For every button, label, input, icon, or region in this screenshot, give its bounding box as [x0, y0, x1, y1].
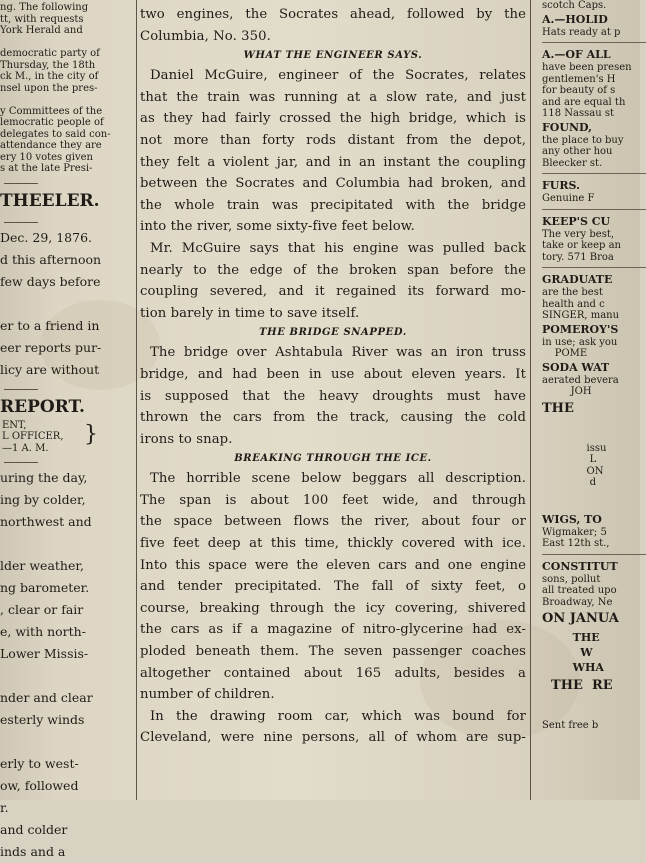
article-line: coupling severed, and it regained its forward mo- [140, 284, 526, 300]
ad-line: tory. 571 Broa [542, 251, 614, 263]
ad-line: Sent free b [542, 720, 599, 731]
ad-line: FOUND, [542, 120, 593, 134]
left-heading-wheeler: THEELER. [0, 190, 100, 211]
left-text-line [0, 665, 132, 687]
left-text-line: eer reports pur- [0, 339, 102, 355]
article-line: tion barely in time to save itself. [140, 305, 360, 321]
ad-line [542, 500, 646, 512]
article-line: The span is about 100 feet wide, and through [140, 492, 526, 508]
ad-line: WHA [542, 661, 604, 674]
left-text-line [0, 293, 132, 315]
left-text-line: e, with north- [0, 624, 86, 639]
left-heading-report: REPORT. [0, 396, 85, 417]
left-text-line: tt, with requests [0, 13, 84, 25]
left-text-line: ing by colder, [0, 492, 86, 507]
left-text-line: y Committees of the [0, 105, 103, 117]
left-text-line: lemocratic people of [0, 117, 104, 128]
ad-line: W [542, 646, 593, 659]
left-text-line: nder and clear [0, 690, 93, 705]
ad-line: THE [542, 400, 574, 416]
left-text-line: licy are without [0, 361, 100, 377]
ad-line: FURS. [542, 179, 580, 192]
ad-line: all treated upo [542, 585, 617, 596]
ad-line: gentlemen's H [542, 73, 616, 85]
article-line: and tender precipitated. The fall of sixty feet, o [140, 579, 526, 595]
left-text-line: nsel upon the pres- [0, 82, 98, 94]
ad-line: Broadway, Ne [542, 596, 613, 608]
ad-line: ON JANUA [542, 611, 619, 626]
ad-line: Bleecker st. [542, 157, 603, 169]
left-text-line: few days before [0, 273, 101, 289]
left-text-line [0, 94, 132, 106]
ad-line [542, 431, 646, 443]
ad-line: CONSTITUT [542, 559, 618, 573]
ad-line: are the best [542, 287, 603, 298]
ad-line: WIGS, TO [542, 512, 602, 526]
ad-separator [542, 209, 646, 210]
ad-line: d [542, 477, 597, 488]
article-line: course, breaking through the icy covering, shivered [140, 600, 526, 616]
ad-line [542, 489, 646, 501]
ad-line [542, 697, 646, 709]
left-text-line [0, 731, 132, 753]
article-line: thrown the cars from the track, causing the cold [140, 410, 526, 426]
left-text-line: ng. The following [0, 2, 89, 13]
left-text-line: , clear or fair [0, 602, 84, 617]
ad-line: have been presen [542, 62, 632, 73]
article-line: altogether contained about 165 adults, besides a [140, 665, 526, 681]
article-line: ploded beneath them. The seven passenger coaches [140, 644, 526, 660]
article-line: two engines, the Socrates ahead, followed by the [140, 7, 526, 22]
article-line: number of children. [140, 687, 275, 703]
left-text-line [0, 37, 132, 49]
ad-line: SODA WAT [542, 360, 610, 374]
article-line: The bridge over Ashtabula River was an iron truss [150, 345, 526, 361]
left-text-line: s at the late Presi- [0, 163, 93, 174]
article-line: Columbia, No. 350. [140, 28, 271, 44]
ad-line: scotch Caps. [542, 0, 607, 11]
left-text-line: esterly winds [0, 712, 85, 727]
ad-line: POME [542, 348, 588, 359]
ad-line: GRADUATE [542, 273, 613, 286]
ad-separator [542, 267, 646, 268]
left-text-line: ery 10 votes given [0, 151, 93, 163]
divider [4, 222, 38, 223]
ad-line: SINGER, manu [542, 310, 620, 321]
left-text-line: democratic party of [0, 48, 100, 59]
divider [4, 462, 38, 463]
left-text-line: ow, followed [0, 778, 79, 793]
office-line: ENT, [2, 419, 27, 431]
left-text-line [0, 533, 132, 555]
left-text-line: delegates to said con- [0, 128, 111, 140]
ad-line: THE [542, 631, 600, 644]
left-text-line: and colder [0, 822, 68, 837]
article-line: The horrible scene below beggars all description. [150, 471, 526, 487]
column-rule [530, 0, 531, 800]
left-text-line: York Herald and [0, 25, 83, 36]
ad-line: 118 Nassau st [542, 108, 614, 119]
article-line: five feet deep at this time, thickly covered with ice. [140, 536, 526, 552]
article-line: the cars as if a magazine of nitro-glycerine had ex- [140, 622, 526, 638]
ad-line: A.—OF ALL [542, 48, 611, 61]
ad-line [542, 420, 646, 432]
article-line: between the Socrates and Columbia had broken, and [140, 176, 526, 192]
article-line: Mr. McGuire says that his engine was pulled back [150, 240, 526, 256]
left-text-line: Lower Missis- [0, 646, 89, 661]
ad-line: THE RE [542, 678, 613, 693]
article-line: Cleveland, were nine persons, all of whom are sup- [140, 730, 526, 746]
article-line: they felt a violent jar, and in an instant the coupling [140, 154, 526, 170]
ad-line: the place to buy [542, 134, 624, 146]
article-line: In the drawing room car, which was bound for [150, 708, 526, 724]
ad-line: A.—HOLID [542, 12, 608, 26]
article-line: Into this space were the eleven cars and one engine [140, 557, 526, 573]
office-line: —1 A. M. [2, 442, 49, 454]
ad-line: issu [542, 442, 607, 454]
ad-line: health and c [542, 298, 605, 310]
ad-line: POMEROY'S [542, 322, 619, 336]
column-rule [136, 0, 137, 800]
article-line: irons to snap. [140, 431, 233, 447]
left-column [0, 0, 132, 859]
ad-line: East 12th st., [542, 538, 610, 549]
left-text-line: inds and a [0, 844, 66, 859]
left-text-line: ng barometer. [0, 580, 90, 595]
ad-separator [542, 42, 646, 43]
ad-line: take or keep an [542, 240, 621, 251]
left-text-line: r. [0, 800, 9, 815]
left-text-line: uring the day, [0, 470, 88, 485]
ad-line: L [542, 454, 597, 465]
left-text-line: d this afternoon [0, 251, 102, 267]
article-line: that the train was running at a slow rate, and just [140, 89, 526, 105]
left-text-line: lder weather, [0, 558, 84, 573]
divider [4, 183, 38, 184]
article-line: as they had fairly crossed the high bridge, which is [140, 111, 526, 127]
article-line: Daniel McGuire, engineer of the Socrates, relates [150, 68, 526, 84]
ad-line: JOH [542, 386, 592, 397]
ad-line: for beauty of s [542, 85, 616, 96]
left-text-line: attendance they are [0, 140, 102, 151]
ad-line: The very best, [542, 228, 615, 240]
ad-line: Wigmaker; 5 [542, 526, 607, 538]
article-line: the whole train was precipitated with the bridge [140, 197, 526, 213]
article-line: the space between flows the river, about four or [140, 514, 526, 530]
left-text-line: ck M., in the city of [0, 71, 99, 82]
divider [4, 389, 38, 390]
left-text-line: erly to west- [0, 756, 79, 771]
ad-line: aerated bevera [542, 374, 619, 386]
left-text-line: er to a friend in [0, 317, 100, 333]
main-article-column [140, 0, 526, 800]
section-heading: BREAKING THROUGH THE ICE. [234, 453, 432, 465]
ad-line: Hats ready at p [542, 26, 621, 38]
ad-line: sons, pollut [542, 573, 601, 585]
section-heading: WHAT THE ENGINEER SAYS. [243, 50, 423, 62]
ad-separator [542, 554, 646, 555]
ad-line: any other hou [542, 146, 613, 157]
article-line: bridge, and had been in use about eleven years. It [140, 366, 526, 382]
ad-line: in use; ask you [542, 336, 618, 348]
left-text-line: Dec. 29, 1876. [0, 229, 93, 245]
ad-line: and are equal th [542, 96, 626, 108]
ad-line [542, 709, 646, 721]
ad-line: KEEP'S CU [542, 214, 611, 228]
advertisements-column [536, 0, 646, 800]
section-heading: THE BRIDGE SNAPPED. [259, 327, 407, 339]
article-line: is supposed that the heavy droughts must have [140, 388, 526, 404]
weather-office-block [0, 420, 132, 455]
left-text-line: northwest and [0, 514, 92, 529]
ad-line: ON [542, 465, 604, 477]
article-line: nearly to the edge of the broken span before the [140, 262, 526, 278]
brace-mark: } [84, 421, 98, 447]
ad-separator [542, 173, 646, 174]
ad-line: Genuine F [542, 193, 595, 204]
article-line: not more than forty rods distant from the depot, [140, 132, 526, 148]
left-text-line: Thursday, the 18th [0, 59, 96, 71]
article-line: into the river, some sixty-five feet below. [140, 219, 415, 235]
office-line: L OFFICER, [2, 431, 64, 442]
